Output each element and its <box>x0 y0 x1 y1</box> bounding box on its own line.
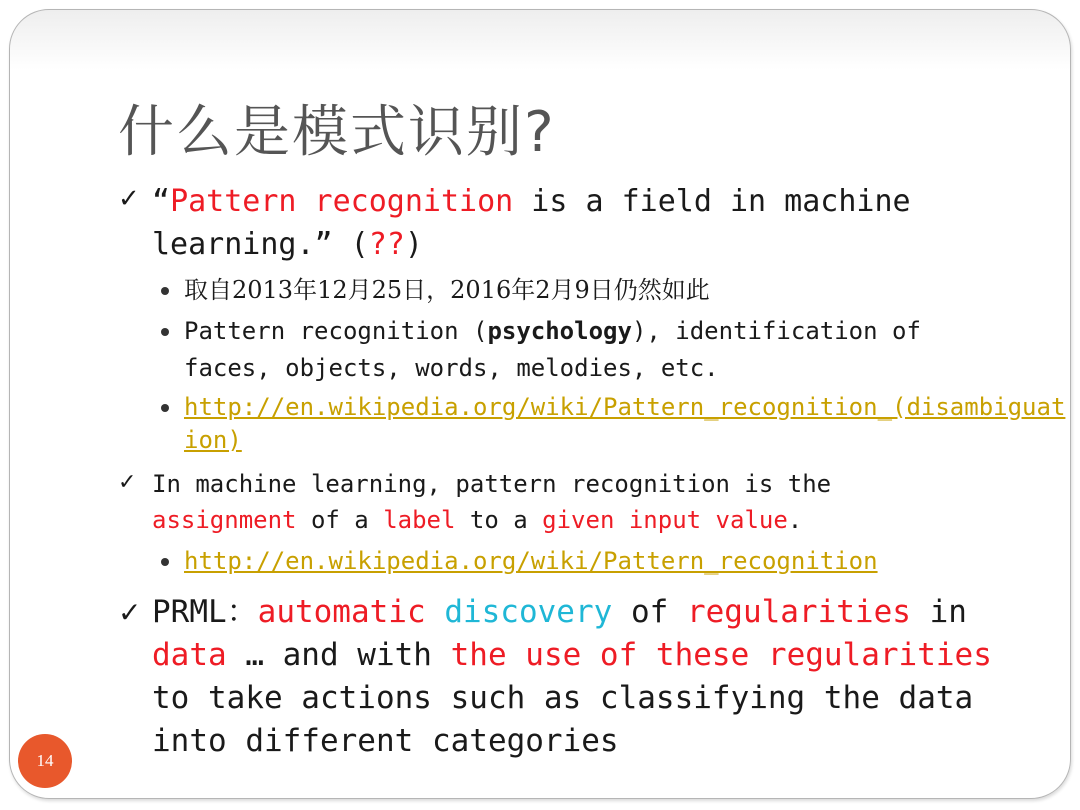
dot-icon <box>161 558 169 566</box>
sub-2-line-1 <box>184 313 921 349</box>
dot-icon <box>161 287 169 295</box>
sub-4-link-line[interactable] <box>184 543 878 579</box>
bullet-1-line-2-text: learning.” ( <box>152 227 369 262</box>
check-icon: ✓ <box>118 184 140 214</box>
phrase-use-of-regularities: the use of these regularities <box>450 637 992 673</box>
open-quote: “ <box>152 184 171 219</box>
wiki-disambiguation-link-1[interactable]: http://en.wikipedia.org/wiki/Pattern_recognition_(disambiguat <box>184 393 1066 421</box>
bullet-3-text: in <box>910 594 967 630</box>
word-data: data <box>152 637 227 673</box>
check-icon: ✓ <box>118 470 137 495</box>
wiki-disambiguation-link-2[interactable]: ion) <box>184 426 242 454</box>
bullet-2-line-1: In machine learning, pattern recognition is the <box>152 470 832 498</box>
sub-2-bold: psychology <box>487 317 632 345</box>
term-pattern-recognition: Pattern recognition <box>170 184 514 219</box>
question-marks: ?? <box>368 227 405 262</box>
sub-1-text: 取自2013年12月25日，2016年2月9日仍然如此 <box>184 276 710 304</box>
bullet-3-line-4: into different categories <box>152 723 619 759</box>
sub-2-post: ), identification of <box>631 317 921 345</box>
bullet-2-line-2 <box>152 502 802 538</box>
bullet-2-text: of a <box>296 506 384 534</box>
bullet-3-text: … and with <box>226 637 451 673</box>
bullet-3-line-2 <box>152 634 992 678</box>
sub-3-link[interactable] <box>184 389 1065 425</box>
close-paren: ) <box>404 227 423 262</box>
check-icon: ✓ <box>118 596 142 629</box>
bullet-3-line-1 <box>152 591 967 635</box>
word-automatic: automatic <box>257 594 426 630</box>
sub-2-pre: Pattern recognition ( <box>184 317 488 345</box>
bullet-1-line-2 <box>152 223 423 266</box>
bullet-3-text: of <box>612 594 687 630</box>
word-label: label <box>383 506 456 534</box>
dot-icon <box>161 404 169 412</box>
sub-3-link-cont[interactable] <box>184 422 242 458</box>
page-number-badge <box>18 734 72 788</box>
bullet-2-text: to a <box>455 506 543 534</box>
sub-2-line-2: faces, objects, words, melodies, etc. <box>184 354 719 382</box>
bullet-1-text: is a field in machine <box>513 184 911 219</box>
bullet-3-line-3: to take actions such as classifying the data <box>152 680 974 716</box>
bullet-2-text: . <box>787 506 803 534</box>
word-given-input-value: given input value <box>542 506 788 534</box>
prml-label: PRML： <box>152 594 258 630</box>
page-number: 14 <box>36 751 54 770</box>
dot-icon <box>161 328 169 336</box>
wiki-pattern-recognition-link[interactable]: http://en.wikipedia.org/wiki/Pattern_recognition <box>184 547 878 575</box>
word-assignment: assignment <box>152 506 297 534</box>
bullet-1-line-1 <box>152 180 911 223</box>
slide-title: 什么是模式识别? <box>118 100 556 165</box>
word-discovery: discovery <box>444 594 613 630</box>
word-regularities: regularities <box>686 594 911 630</box>
